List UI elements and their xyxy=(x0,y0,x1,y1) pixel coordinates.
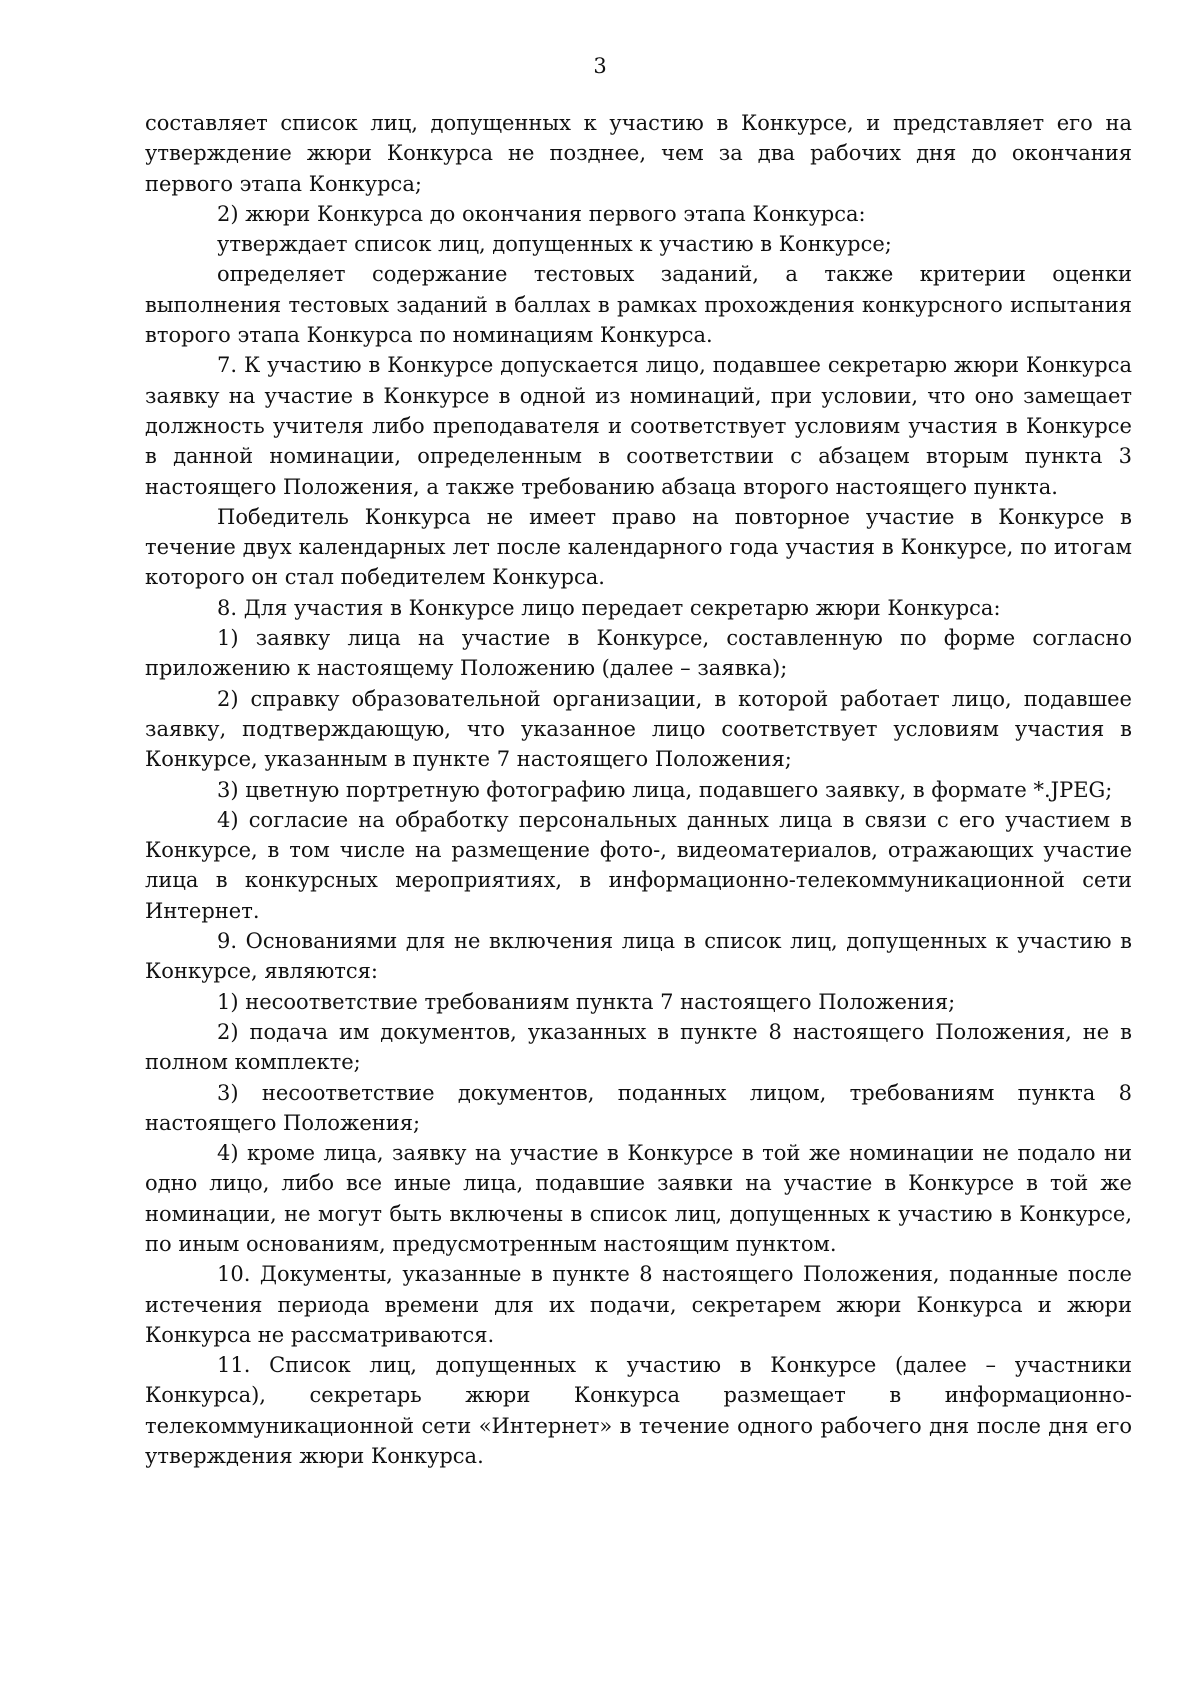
paragraph: 2) справку образовательной организации, в которой работает лицо, подавшее заявку, подтверждающую, что указанное лицо соответствует условиям участия в Конкурсе, указанным в пункте 7 настоящего Положения; xyxy=(145,686,1132,772)
paragraph: 1) несоответствие требованиям пункта 7 настоящего Положения; xyxy=(217,989,956,1014)
document-body xyxy=(145,108,1132,1471)
paragraph: утверждает список лиц, допущенных к участию в Конкурсе; xyxy=(217,232,892,257)
paragraph-continuation: составляет список лиц, допущенных к участию в Конкурсе, и представляет его на утверждение жюри Конкурса не позднее, чем за два рабочих дня до окончания первого этапа Конкурса; xyxy=(145,111,1132,196)
paragraph: 4) кроме лица, заявку на участие в Конкурсе в той же номинации не подало ни одно лицо, либо все иные лица, подавшие заявки на участие в Конкурсе в той же номинации, не могут быть включены в список лиц, допущенных к участию в Конкурсе, по иным основаниям, предусмотренным настоящим пунктом. xyxy=(145,1141,1132,1256)
paragraph: 11. Список лиц, допущенных к участию в Конкурсе (далее – участники Конкурса), секретарь жюри Конкурса размещает в информационно-телекоммуникационной сети «Интернет» в течение одного рабочего дня после дня его утверждения жюри Конкурса. xyxy=(145,1353,1132,1469)
paragraph: 1) заявку лица на участие в Конкурсе, составленную по форме согласно приложению к настоящему Положению (далее – заявка); xyxy=(145,626,1132,681)
paragraph: 7. К участию в Конкурсе допускается лицо, подавшее секретарю жюри Конкурса заявку на участие в Конкурсе в одной из номинаций, при условии, что оно замещает должность учителя либо преподавателя и соответствует условиям участия в Конкурсе в данной номинации, определенным в соответствии с абзацем вторым пункта 3 настоящего Положения, а также требованию абзаца второго настоящего пункта. xyxy=(145,353,1132,499)
paragraph: 3) несоответствие документов, поданных лицом, требованиям пункта 8 настоящего Положения; xyxy=(145,1080,1132,1135)
paragraph: 4) согласие на обработку персональных данных лица в связи с его участием в Конкурсе, в том числе на размещение фото-, видеоматериалов, отражающих участие лица в конкурсных мероприятиях, в информационно-телекоммуникационной сети Интернет. xyxy=(145,807,1132,923)
paragraph: 3) цветную портретную фотографию лица, подавшего заявку, в формате *.JPEG; xyxy=(217,777,1113,802)
paragraph: 2) подача им документов, указанных в пункте 8 настоящего Положения, не в полном комплекте; xyxy=(145,1019,1132,1075)
paragraph: 10. Документы, указанные в пункте 8 настоящего Положения, поданные после истечения периода времени для их подачи, секретарем жюри Конкурса и жюри Конкурса не рассматриваются. xyxy=(145,1262,1132,1347)
paragraph: 2) жюри Конкурса до окончания первого этапа Конкурса: xyxy=(217,201,866,226)
page-number: 3 xyxy=(593,54,607,78)
paragraph: 8. Для участия в Конкурсе лицо передает секретарю жюри Конкурса: xyxy=(217,595,1001,620)
paragraph: Победитель Конкурса не имеет право на повторное участие в Конкурсе в течение двух календарных лет после календарного года участия в Конкурсе, по итогам которого он стал победителем Конкурса. xyxy=(145,504,1132,590)
paragraph: 9. Основаниями для не включения лица в список лиц, допущенных к участию в Конкурсе, являются: xyxy=(145,929,1132,984)
paragraph: определяет содержание тестовых заданий, а также критерии оценки выполнения тестовых заданий в баллах в рамках прохождения конкурсного испытания второго этапа Конкурса по номинациям Конкурса. xyxy=(145,262,1132,348)
